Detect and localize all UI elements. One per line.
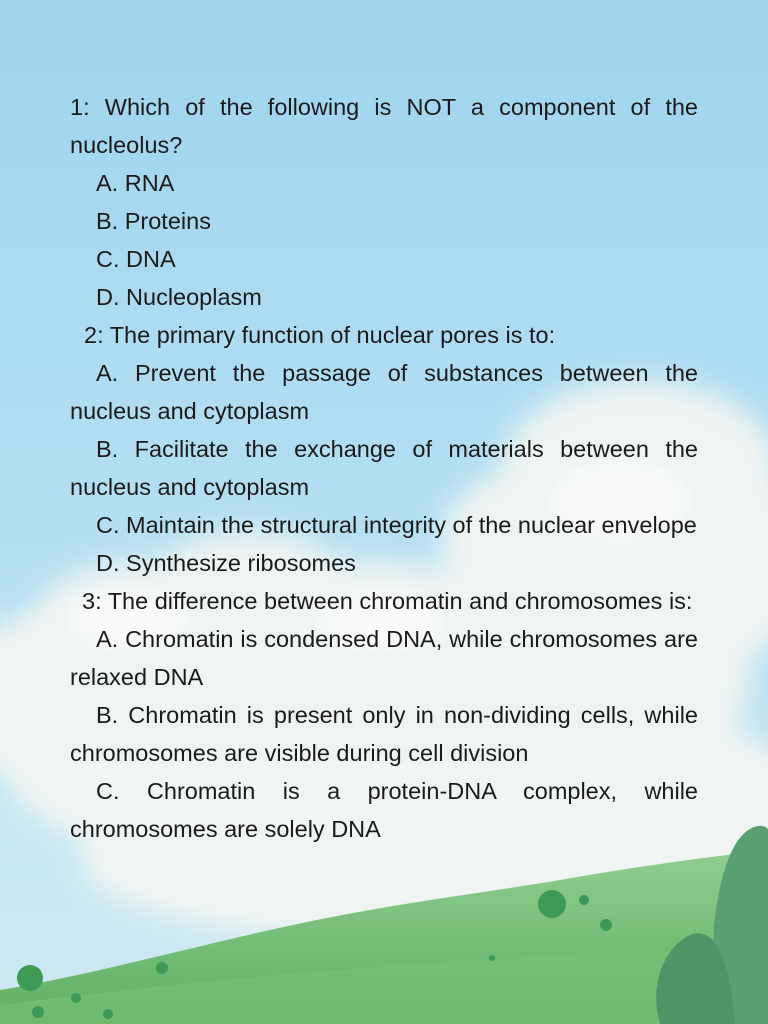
q3-option-c: C. Chromatin is a protein-DNA complex, while chromosomes are solely DNA	[70, 778, 698, 842]
q3-option-b: B. Chromatin is present only in non-dividing cells, while chromosomes are visible during cell division	[70, 702, 698, 766]
q2-option-d: D. Synthesize ribosomes	[96, 550, 356, 576]
question-2: 2: The primary function of nuclear pores is to:	[84, 322, 556, 348]
q2-option-a: A. Prevent the passage of substances between the nucleus and cytoplasm	[70, 360, 698, 424]
q3-option-a: A. Chromatin is condensed DNA, while chromosomes are relaxed DNA	[70, 626, 698, 690]
question-3: 3: The difference between chromatin and chromosomes is:	[82, 588, 693, 614]
q1-option-d: D. Nucleoplasm	[96, 284, 262, 310]
quiz-content	[70, 88, 698, 848]
q1-option-b: B. Proteins	[96, 208, 211, 234]
q1-option-c: C. DNA	[96, 246, 176, 272]
q2-option-c: C. Maintain the structural integrity of the nuclear envelope	[96, 512, 697, 538]
q1-option-a: A. RNA	[96, 170, 175, 196]
q2-option-b: B. Facilitate the exchange of materials between the nucleus and cytoplasm	[70, 436, 698, 500]
question-1: 1: Which of the following is NOT a component of the nucleolus?	[70, 94, 698, 158]
